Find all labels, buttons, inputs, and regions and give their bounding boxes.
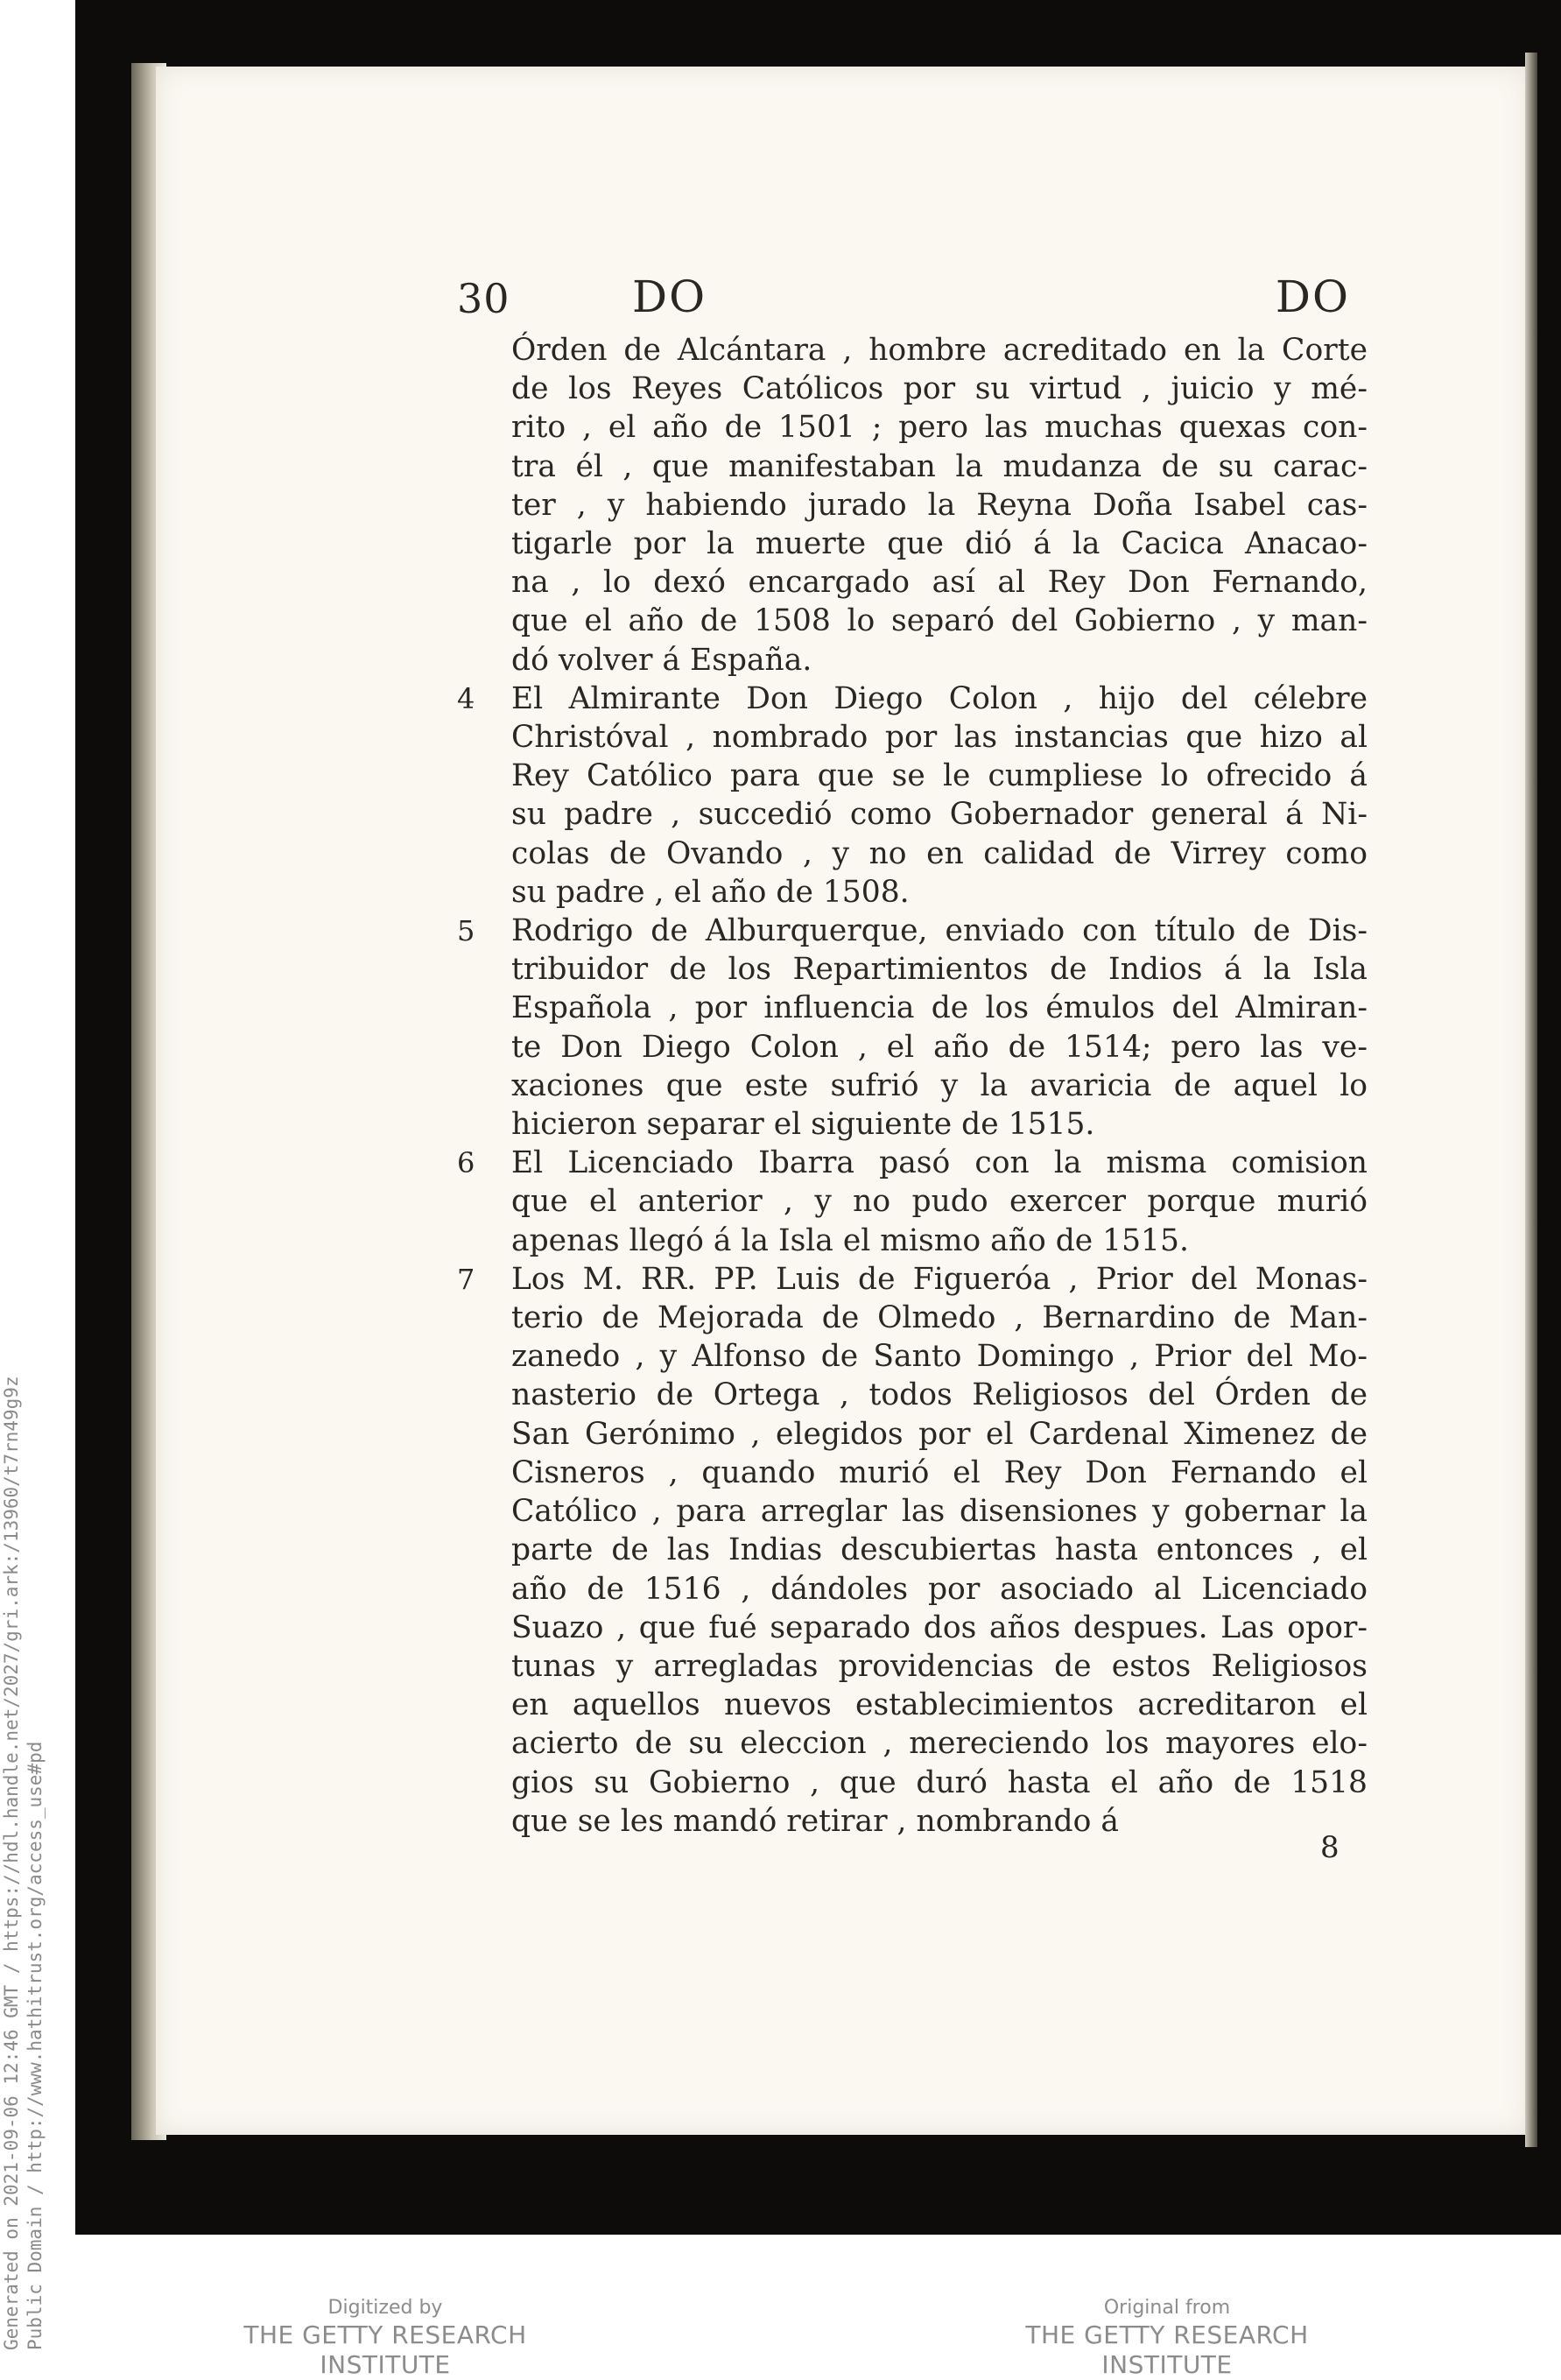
entry-line: de los Reyes Católicos por su virtud , juicio y mé- (511, 371, 1368, 407)
stamp-line-rights: Public Domain / http://www.hathitrust.org/access_use#pd (25, 1741, 46, 2350)
entry-line: El Almirante Don Diego Colon , hijo del célebre (511, 680, 1368, 716)
entries-list (457, 331, 1368, 1841)
footer-original-label: Original from (1103, 2297, 1231, 2319)
entry-line: Española , por influencia de los émulos del Almiran- (511, 990, 1368, 1026)
entry-number: 7 (457, 1262, 475, 1296)
entry (457, 912, 1368, 1144)
entry-line: que el anterior , y no pudo exercer porque murió (511, 1184, 1368, 1220)
page-number: 30 (457, 275, 510, 322)
entry (457, 679, 1368, 912)
entry-line: Christóval , nombrado por las instancias que hizo al (511, 720, 1368, 756)
entry-line: rito , el año de 1501 ; pero las muchas quexas con- (511, 410, 1368, 446)
stamp-line-generated: Generated on 2021-09-06 12:46 GMT / https://hdl.handle.net/2027/gri.ark:/13960/t7rn49g9z (1, 1376, 22, 2350)
entry-line: tigarle por la muerte que dió á la Cacica Anacao- (511, 526, 1368, 562)
entry-line: Rey Católico para que se le cumpliese lo ofrecido á (511, 758, 1368, 794)
entry-line: nasterio de Ortega , todos Religiosos del Órden de (511, 1377, 1368, 1413)
entry-line: Suazo , que fué separado dos años despues. Las opor- (511, 1609, 1368, 1645)
entry-line: acierto de su eleccion , mereciendo los mayores elo- (511, 1726, 1368, 1762)
page-edge (1525, 53, 1537, 2147)
footer-original (957, 2296, 1377, 2380)
footer-digitized (175, 2296, 595, 2380)
running-head-left: DO (632, 271, 707, 322)
running-head-right: DO (1275, 271, 1350, 322)
entry-line: su padre , el año de 1508. (511, 874, 910, 910)
entry-line: San Gerónimo , elegidos por el Cardenal Ximenez de (511, 1416, 1368, 1452)
entry-line: ter , y habiendo jurado la Reyna Doña Isabel cas- (511, 487, 1368, 523)
entry-number: 5 (457, 914, 475, 948)
signature-mark: 8 (1320, 1830, 1340, 1865)
entry-number: 6 (457, 1146, 475, 1180)
entry-line: terio de Mejorada de Olmedo , Bernardino de Man- (511, 1300, 1368, 1336)
footer-original-institution: THE GETTY RESEARCH INSTITUTE (1025, 2320, 1309, 2379)
entry (457, 1144, 1368, 1260)
entry-line: Cisneros , quando murió el Rey Don Fernando el (511, 1454, 1368, 1490)
entry-number: 4 (457, 681, 475, 715)
entry-line: zanedo , y Alfonso de Santo Domingo , Prior del Mo- (511, 1339, 1368, 1375)
entry-line: Los M. RR. PP. Luis de Figueróa , Prior del Monas- (511, 1261, 1368, 1297)
entry-line: hicieron separar el siguiente de 1515. (511, 1107, 1095, 1143)
entry-line: que se les mandó retirar , nombrando á (511, 1803, 1119, 1839)
entry-line: gios su Gobierno , que duró hasta el año de 1518 (511, 1764, 1368, 1800)
entry-line: que el año de 1508 lo separó del Gobierno , y man- (511, 603, 1368, 639)
entry-line: Católico , para arreglar las disensiones y gobernar la (511, 1494, 1368, 1530)
footer-digitized-institution: THE GETTY RESEARCH INSTITUTE (243, 2320, 527, 2379)
running-head (457, 271, 1368, 331)
entry-line: Órden de Alcántara , hombre acreditado en la Corte (511, 333, 1368, 368)
footer-digitized-label: Digitized by (327, 2297, 443, 2319)
page-text-block (457, 271, 1368, 1841)
entry-line: tribuidor de los Repartimientos de Indios á la Isla (511, 952, 1368, 988)
entry-line: tra él , que manifestaban la mudanza de su carac- (511, 448, 1368, 484)
entry-line: apenas llegó á la Isla el mismo año de 1515. (511, 1222, 1189, 1258)
entry-line: na , lo dexó encargado así al Rey Don Fernando, (511, 565, 1368, 601)
hathitrust-stamp (0, 1037, 47, 2350)
entry-line: parte de las Indias descubiertas hasta entonces , el (511, 1532, 1368, 1568)
entry-line: su padre , succedió como Gobernador general á Ni- (511, 797, 1368, 833)
entry-line: te Don Diego Colon , el año de 1514; pero las ve- (511, 1029, 1368, 1065)
entry (457, 331, 1368, 679)
entry-line: Rodrigo de Alburquerque, enviado con título de Dis- (511, 913, 1368, 949)
entry-line: colas de Ovando , y no en calidad de Virrey como (511, 835, 1368, 871)
entry-line: El Licenciado Ibarra pasó con la misma comision (511, 1145, 1368, 1181)
entry-line: tunas y arregladas providencias de estos Religiosos (511, 1648, 1368, 1684)
entry (457, 1260, 1368, 1841)
entry-line: xaciones que este sufrió y la avaricia de aquel lo (511, 1067, 1368, 1103)
entry-line: dó volver á España. (511, 642, 812, 678)
entry-line: año de 1516 , dándoles por asociado al Licenciado (511, 1571, 1368, 1607)
entry-line: en aquellos nuevos establecimientos acreditaron el (511, 1687, 1368, 1723)
